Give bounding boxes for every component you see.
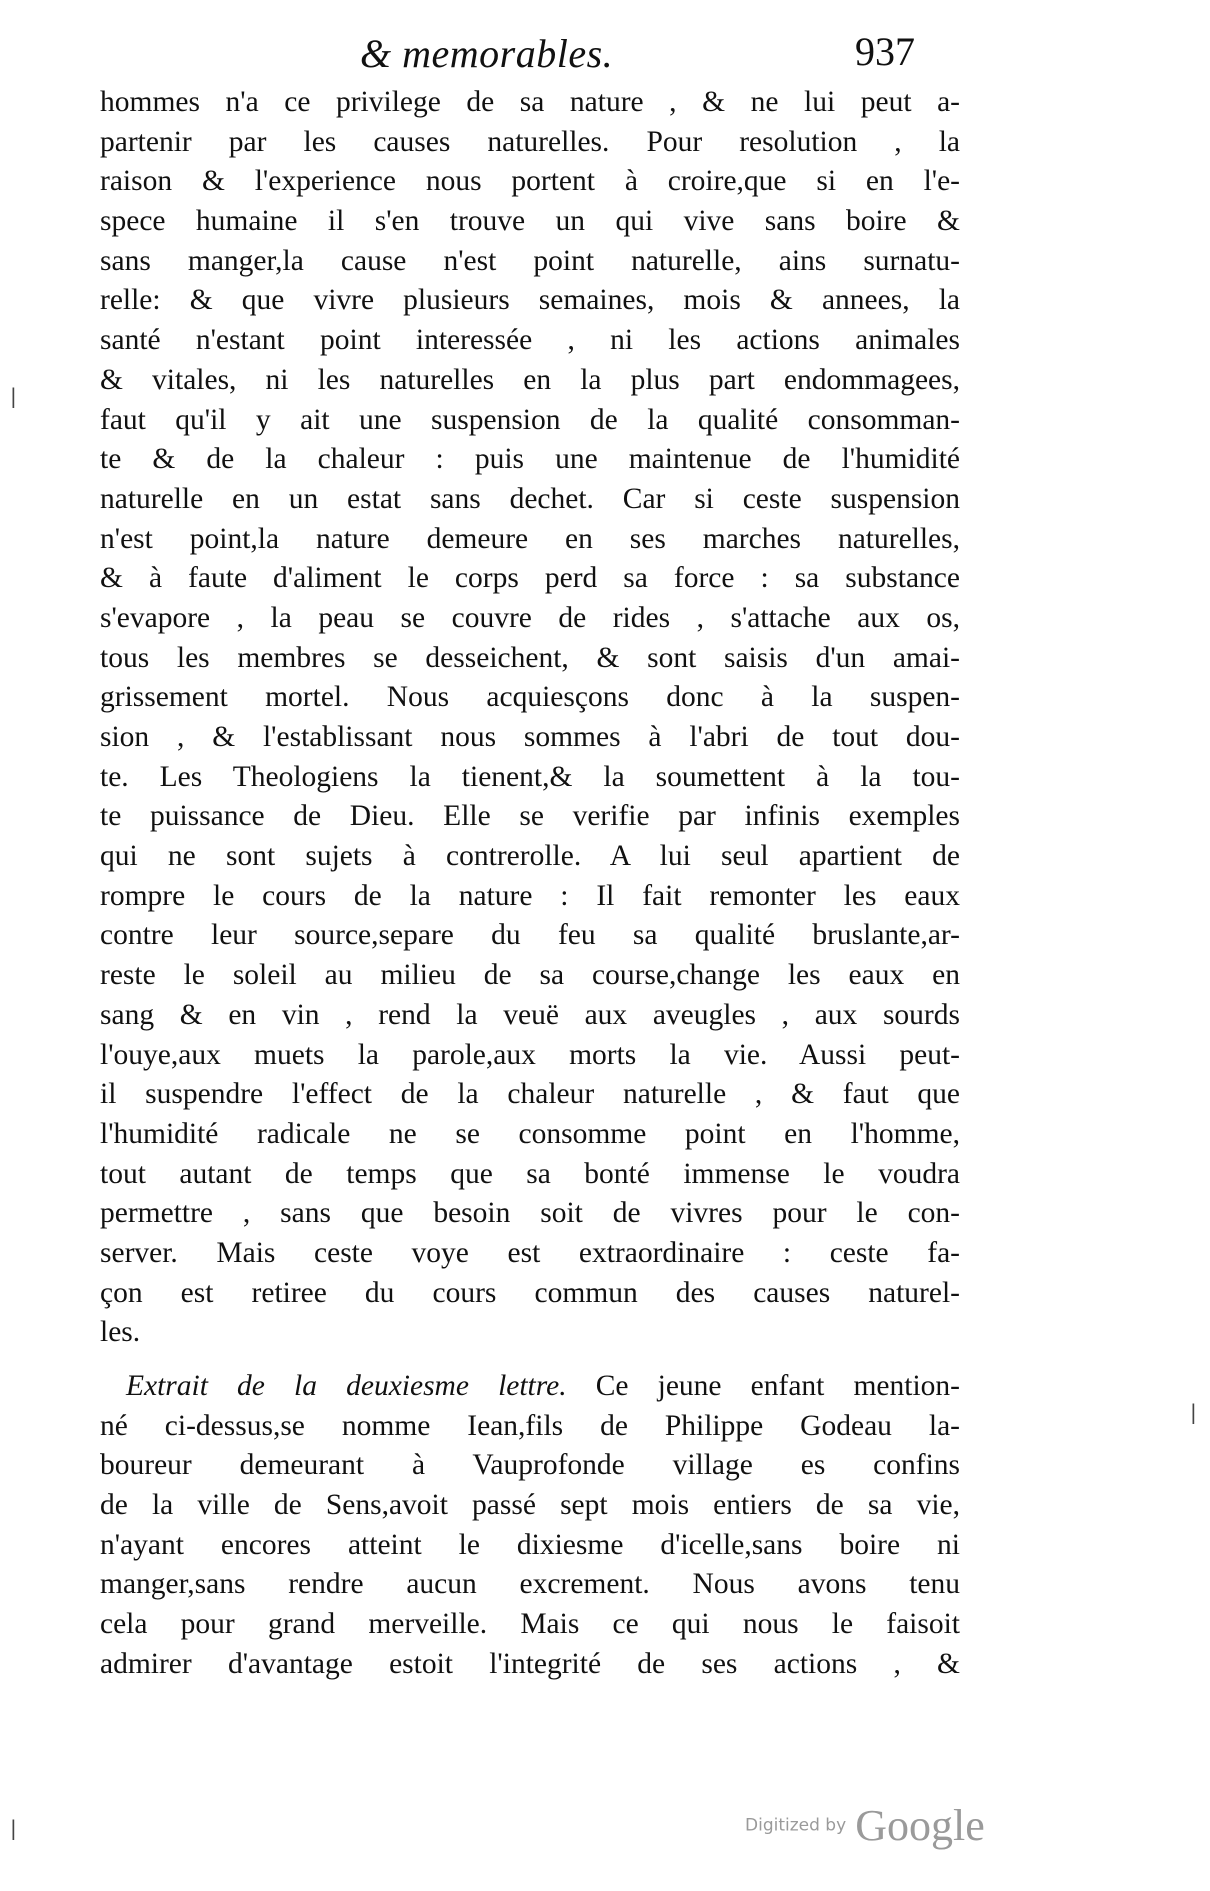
- text-line: santé n'estant point interessée , ni les actions animales: [100, 324, 960, 357]
- watermark-prefix: Digitized by: [745, 1815, 847, 1836]
- digitization-watermark: [745, 1800, 985, 1851]
- text-line: partenir par les causes naturelles. Pour resolution , la: [100, 125, 960, 158]
- paragraph-2-first-line: [100, 1367, 960, 1407]
- text-line: grissement mortel. Nous acquiesçons donc à la suspen-: [100, 681, 960, 714]
- text-line: il suspendre l'effect de la chaleur naturelle , & faut que: [100, 1078, 960, 1111]
- text-line: & à faute d'aliment le corps perd sa force : sa substance: [100, 562, 960, 595]
- text-line: qui ne sont sujets à contrerolle. A lui seul apartient de: [100, 840, 960, 873]
- text-line: relle: & que vivre plusieurs semaines, mois & annees, la: [100, 284, 960, 317]
- margin-tick-mark: |: [1190, 1400, 1197, 1424]
- text-line: l'ouye,aux muets la parole,aux morts la vie. Aussi peut-: [100, 1038, 960, 1071]
- text-line: naturelle en un estat sans dechet. Car si ceste suspension: [100, 482, 960, 515]
- letter-extract-heading: Extrait de la deuxiesme lettre.: [126, 1370, 567, 1402]
- text-line: de la ville de Sens,avoit passé sept mois entiers de sa vie,: [100, 1489, 960, 1522]
- text-line: l'humidité radicale ne se consomme point en l'homme,: [100, 1117, 960, 1150]
- text-line: sang & en vin , rend la veuë aux aveugles , aux sourds: [100, 998, 960, 1031]
- paragraph-spacer: [100, 1353, 960, 1367]
- text-line: n'est point,la nature demeure en ses marches naturelles,: [100, 522, 960, 555]
- text-line: les.: [100, 1316, 141, 1349]
- running-title: & memorables.: [360, 31, 614, 76]
- text-line: cela pour grand merveille. Mais ce qui nous le faisoit: [100, 1608, 960, 1641]
- text-line: sans manger,la cause n'est point naturelle, ains surnatu-: [100, 244, 960, 277]
- text-line: hommes n'a ce privilege de sa nature , & ne lui peut a-: [100, 86, 960, 118]
- text-line: & vitales, ni les naturelles en la plus part endommagees,: [100, 363, 960, 396]
- text-line: server. Mais ceste voye est extraordinaire : ceste fa-: [100, 1236, 960, 1269]
- text-line: rompre le cours de la nature : Il fait remonter les eaux: [100, 879, 960, 912]
- text-line: boureur demeurant à Vauprofonde village es confins: [100, 1449, 960, 1482]
- text-line: manger,sans rendre aucun excrement. Nous avons tenu: [100, 1568, 960, 1601]
- text-line: tous les membres se desseichent, & sont saisis d'un amai-: [100, 641, 960, 674]
- text-line: te & de la chaleur : puis une maintenue de l'humidité: [100, 443, 960, 476]
- text-line: permettre , sans que besoin soit de vivres pour le con-: [100, 1197, 960, 1230]
- text-line: sion , & l'establissant nous sommes à l'abri de tout dou-: [100, 721, 960, 753]
- body-text: [100, 83, 960, 1685]
- text-line: te. Les Theologiens la tienent,& la soumettent à la tou-: [100, 760, 960, 793]
- margin-tick-mark: |: [10, 384, 17, 408]
- text-line: reste le soleil au milieu de sa course,change les eaux en: [100, 959, 960, 992]
- text-line: te puissance de Dieu. Elle se verifie par infinis exemples: [100, 800, 960, 833]
- paragraph-2: [100, 1367, 960, 1685]
- google-logo: Google: [855, 1801, 985, 1850]
- text-line: spece humaine il s'en trouve un qui vive sans boire &: [100, 205, 960, 238]
- text-line: s'evapore , la peau se couvre de rides , s'attache aux os,: [100, 601, 960, 634]
- text-line: faut qu'il y ait une suspension de la qualité consomman-: [100, 403, 960, 436]
- paragraph-1: [100, 83, 960, 1353]
- running-head: [0, 28, 1210, 78]
- text-line: raison & l'experience nous portent à croire,que si en l'e-: [100, 165, 960, 198]
- margin-tick-mark: |: [10, 1816, 17, 1840]
- page-number: 937: [855, 29, 915, 74]
- text-line: n'ayant encores atteint le dixiesme d'icelle,sans boire ni: [100, 1528, 960, 1561]
- text-line: tout autant de temps que sa bonté immense le voudra: [100, 1157, 960, 1190]
- text-line: admirer d'avantage estoit l'integrité de ses actions , &: [100, 1647, 960, 1680]
- text-line: né ci-dessus,se nomme Iean,fils de Philippe Godeau la-: [100, 1409, 960, 1442]
- text-line: contre leur source,separe du feu sa qualité bruslante,ar-: [100, 919, 960, 952]
- text-line: çon est retiree du cours commun des causes naturel-: [100, 1276, 960, 1309]
- text-line-fragment: Ce jeune enfant mention-: [595, 1370, 960, 1402]
